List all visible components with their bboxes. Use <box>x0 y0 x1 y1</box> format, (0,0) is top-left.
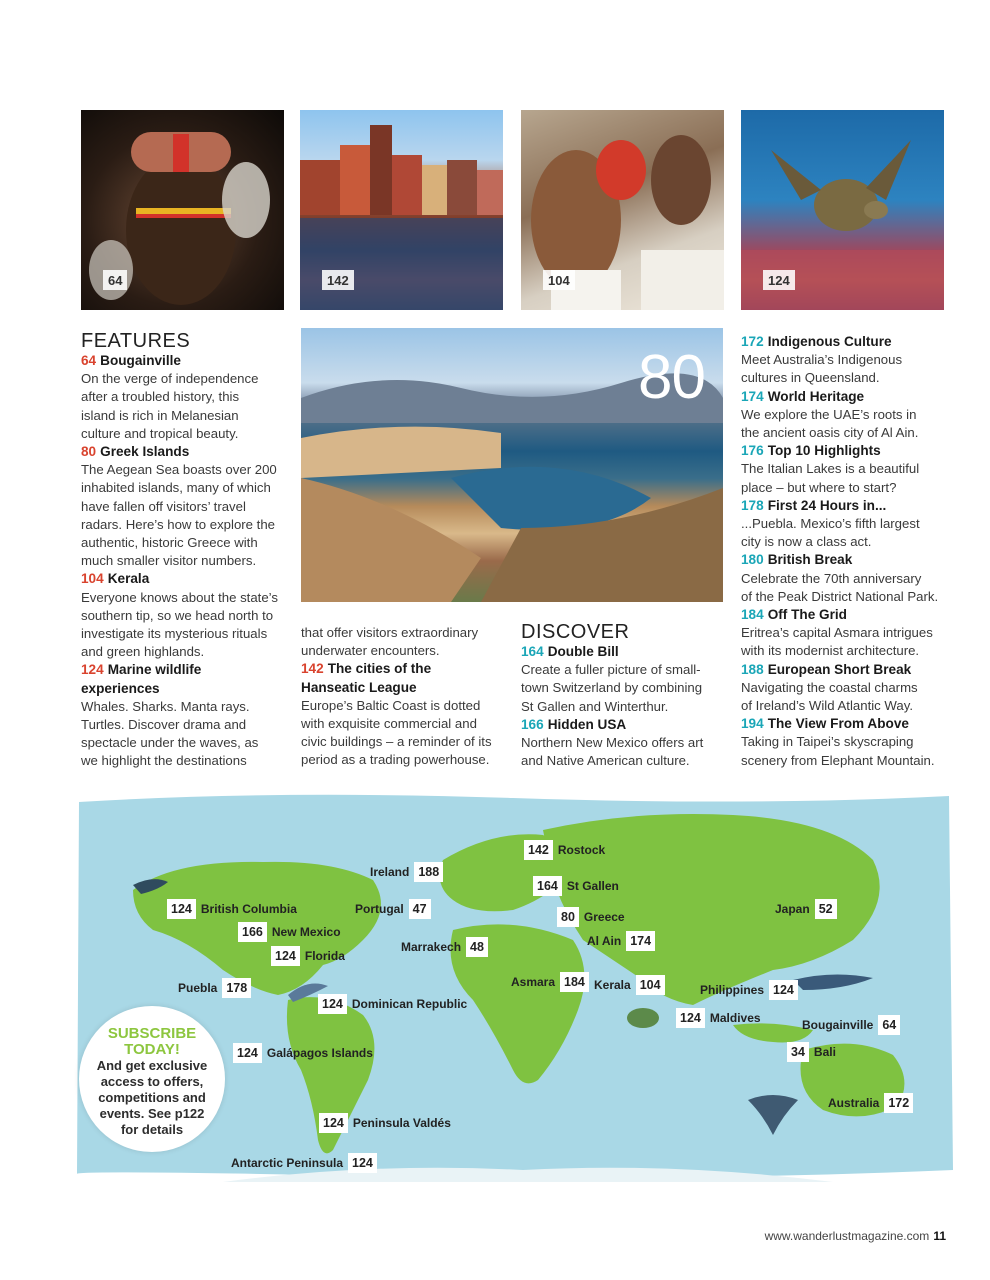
discover-text: Taking in Taipei’s skyscraping <box>741 734 914 750</box>
feature-title: Kerala <box>107 571 150 587</box>
feature-text: Whales. Sharks. Manta rays. <box>81 698 250 714</box>
subscribe-text: access to offers, <box>100 1074 204 1089</box>
discover-title: Top 10 Highlights <box>767 443 881 459</box>
feature-item-marine-wildlife[interactable] <box>81 661 291 770</box>
map-place-name: Portugal <box>355 902 404 916</box>
map-place-name: Al Ain <box>587 934 622 948</box>
feature-item-kerala[interactable] <box>81 570 291 661</box>
map-place-name: Peninsula Valdés <box>352 1116 451 1130</box>
map-page-number: 124 <box>167 899 196 919</box>
map-label-al-ain[interactable] <box>587 931 660 951</box>
features-column <box>81 331 291 771</box>
map-page-number: 124 <box>348 1153 377 1173</box>
discover-page-number: 166 <box>521 716 544 732</box>
page-badge: 142 <box>322 270 354 290</box>
feature-text: Turtles. Discover drama and <box>81 717 247 733</box>
discover-page-number: 188 <box>741 661 764 677</box>
discover-page-number: 180 <box>741 552 764 568</box>
discover-item-view-from-above[interactable] <box>741 715 956 770</box>
map-page-number: 52 <box>815 899 837 919</box>
page-badge: 124 <box>763 270 795 290</box>
discover-text: ...Puebla. Mexico’s fifth largest <box>741 516 920 532</box>
feature-page-number: 104 <box>81 571 104 587</box>
feature-text: with exquisite commercial and <box>301 716 477 732</box>
discover-text: Celebrate the 70th anniversary <box>741 570 922 586</box>
feature-item-hanseatic[interactable] <box>301 660 511 769</box>
discover-item-first-24-hours[interactable] <box>741 497 956 552</box>
discover-item-world-heritage[interactable] <box>741 388 956 443</box>
discover-title: First 24 Hours in... <box>767 497 887 513</box>
discover-title: Hidden USA <box>547 716 627 732</box>
discover-column-2 <box>741 333 956 770</box>
discover-text: and Native American culture. <box>521 753 690 769</box>
map-place-name: Asmara <box>511 975 556 989</box>
map-place-name: Dominican Republic <box>351 997 468 1011</box>
map-label-australia[interactable] <box>828 1093 918 1113</box>
map-label-kerala[interactable] <box>594 975 670 995</box>
discover-text: cultures in Queensland. <box>741 370 880 386</box>
map-page-number: 124 <box>318 994 347 1014</box>
map-page-number: 34 <box>787 1042 809 1062</box>
map-page-number: 166 <box>238 922 267 942</box>
feature-text: much smaller visitor numbers. <box>81 553 257 569</box>
feature-title: Bougainville <box>100 353 181 368</box>
map-label-st-gallen[interactable] <box>528 876 619 896</box>
map-label-marrakech[interactable] <box>401 937 493 957</box>
feature-text: investigate its mysterious rituals <box>81 626 268 642</box>
feature-title: experiences <box>81 680 160 696</box>
discover-text: the ancient oasis city of Al Ain. <box>741 425 919 441</box>
discover-text: We explore the UAE’s roots in <box>741 406 917 422</box>
map-page-number: 124 <box>233 1043 262 1063</box>
map-page-number: 188 <box>414 862 443 882</box>
feature-text: southern tip, so we head north to <box>81 607 274 623</box>
map-place-name: Australia <box>828 1096 880 1110</box>
map-place-name: Bougainville <box>802 1018 874 1032</box>
discover-text: Northern New Mexico offers art <box>521 735 704 751</box>
feature-item-greek-islands[interactable] <box>81 443 291 570</box>
thumbnail-kerala[interactable] <box>521 110 724 310</box>
page-footer <box>765 1229 946 1243</box>
subscribe-text: competitions and <box>98 1090 206 1105</box>
map-page-number: 174 <box>626 931 655 951</box>
map-page-number: 48 <box>466 937 488 957</box>
feature-text: island is rich in Melanesian <box>81 407 239 423</box>
discover-page-number: 176 <box>741 443 764 459</box>
map-label-ireland[interactable] <box>370 862 448 882</box>
feature-title: Greek Islands <box>100 444 190 460</box>
feature-title: Marine wildlife <box>107 662 202 678</box>
subscribe-text: And get exclusive <box>96 1058 208 1073</box>
map-label-japan[interactable] <box>775 899 842 919</box>
map-page-number: 164 <box>533 876 562 896</box>
map-place-name: Kerala <box>594 978 631 992</box>
map-place-name: Maldives <box>709 1011 761 1025</box>
map-label-portugal[interactable] <box>355 899 436 919</box>
discover-column <box>521 622 731 770</box>
discover-text: Eritrea’s capital Asmara intrigues <box>741 625 933 641</box>
map-place-name: Puebla <box>178 981 218 995</box>
discover-title: British Break <box>767 552 853 568</box>
feature-page-number: 124 <box>81 662 104 678</box>
feature-title: Hanseatic League <box>301 679 417 695</box>
map-place-name: Bali <box>813 1045 836 1059</box>
page-badge: 104 <box>543 270 575 290</box>
map-label-galapagos[interactable] <box>228 1043 373 1063</box>
map-page-number: 124 <box>676 1008 705 1028</box>
map-label-asmara[interactable] <box>511 972 594 992</box>
map-place-name: Ireland <box>370 865 410 879</box>
map-place-name: Galápagos Islands <box>266 1046 373 1060</box>
feature-text: inhabited islands, many of which <box>81 480 271 496</box>
discover-title: The View From Above <box>767 716 909 732</box>
map-place-name: Rostock <box>557 843 606 857</box>
discover-item-off-the-grid[interactable] <box>741 606 956 661</box>
thumbnail-hanseatic[interactable] <box>300 110 503 310</box>
map-label-philippines[interactable] <box>700 980 803 1000</box>
turtle-icon <box>627 1008 659 1028</box>
discover-text: Create a fuller picture of small- <box>521 662 701 678</box>
map-page-number: 124 <box>769 980 798 1000</box>
discover-item-european-short-break[interactable] <box>741 661 956 716</box>
footer-page-number: 11 <box>933 1229 946 1243</box>
map-place-name: Philippines <box>700 983 765 997</box>
map-place-name: Japan <box>775 902 810 916</box>
hero-image-greek-islands[interactable] <box>301 328 723 602</box>
discover-text: Navigating the coastal charms <box>741 679 918 695</box>
map-label-florida[interactable] <box>266 946 345 966</box>
discover-page-number: 184 <box>741 607 764 623</box>
feature-text: and green highlands. <box>81 644 205 660</box>
subscribe-heading: SUBSCRIBE <box>107 1025 197 1042</box>
map-label-maldives[interactable] <box>671 1008 761 1028</box>
map-label-greece[interactable] <box>552 907 625 927</box>
map-page-number: 184 <box>560 972 589 992</box>
map-label-dominican-republic[interactable] <box>313 994 467 1014</box>
features-heading: FEATURES <box>81 330 191 352</box>
feature-text: have fallen off visitors’ travel <box>81 498 246 514</box>
features-column-2 <box>301 624 511 770</box>
discover-item-double-bill[interactable] <box>521 643 731 716</box>
map-label-puebla[interactable] <box>178 978 256 998</box>
feature-title: The cities of the <box>327 661 432 677</box>
map-page-number: 124 <box>271 946 300 966</box>
feature-text: culture and tropical beauty. <box>81 425 239 441</box>
discover-page-number: 164 <box>521 644 544 659</box>
map-page-number: 47 <box>409 899 431 919</box>
discover-page-number: 178 <box>741 497 764 513</box>
feature-text: after a troubled history, this <box>81 389 240 405</box>
map-label-bali[interactable] <box>782 1042 836 1062</box>
discover-text: place – but where to start? <box>741 479 897 495</box>
feature-text: we highlight the destinations <box>81 753 247 769</box>
feature-item-bougainville[interactable] <box>81 352 291 443</box>
map-page-number: 142 <box>524 840 553 860</box>
feature-text: The Aegean Sea boasts over 200 <box>81 462 277 478</box>
discover-item-indigenous-culture[interactable] <box>741 333 956 388</box>
discover-title: Off The Grid <box>767 607 847 623</box>
map-page-number: 80 <box>557 907 579 927</box>
map-page-number: 104 <box>636 975 665 995</box>
feature-text: period as a trading powerhouse. <box>301 752 490 768</box>
discover-text: Meet Australia’s Indigenous <box>741 352 903 368</box>
thumbnail-bougainville[interactable] <box>81 110 284 310</box>
subscribe-text: for details <box>120 1122 184 1137</box>
map-page-number: 172 <box>884 1093 913 1113</box>
map-place-name: St Gallen <box>566 879 619 893</box>
hero-page-number: 80 <box>638 343 705 412</box>
discover-text: of the Peak District National Park. <box>741 588 939 604</box>
thumbnail-marine[interactable] <box>741 110 944 310</box>
discover-text: scenery from Elephant Mountain. <box>741 752 935 768</box>
map-label-british-columbia[interactable] <box>162 899 297 919</box>
feature-text: Europe’s Baltic Coast is dotted <box>301 697 481 713</box>
discover-title: Double Bill <box>547 644 619 659</box>
footer-url[interactable]: www.wanderlustmagazine.com <box>764 1229 930 1243</box>
discover-item-hidden-usa[interactable] <box>521 716 731 771</box>
discover-item-top-10[interactable] <box>741 442 956 497</box>
subscribe-text: events. See p122 <box>99 1106 205 1121</box>
map-place-name: Greece <box>583 910 625 924</box>
discover-text: St Gallen and Winterthur. <box>521 698 669 714</box>
subscribe-heading: TODAY! <box>124 1041 180 1058</box>
discover-item-british-break[interactable] <box>741 551 956 606</box>
discover-page-number: 174 <box>741 388 764 404</box>
feature-text: Everyone knows about the state’s <box>81 589 278 605</box>
page-badge: 64 <box>103 270 127 290</box>
discover-title: World Heritage <box>767 388 865 404</box>
discover-text: town Switzerland by combining <box>521 680 703 696</box>
map-page-number: 124 <box>319 1113 348 1133</box>
discover-text: The Italian Lakes is a beautiful <box>741 461 920 477</box>
discover-text: city is now a class act. <box>741 534 872 550</box>
feature-text: On the verge of independence <box>81 371 259 387</box>
map-page-number: 64 <box>878 1015 900 1035</box>
map-place-name: Florida <box>304 949 345 963</box>
map-place-name: New Mexico <box>271 925 341 939</box>
feature-page-number: 80 <box>81 444 97 460</box>
feature-text: civic buildings – a reminder of its <box>301 734 492 750</box>
map-place-name: British Columbia <box>200 902 297 916</box>
feature-text: spectacle under the waves, as <box>81 735 259 751</box>
map-label-new-mexico[interactable] <box>233 922 341 942</box>
subscribe-promo[interactable] <box>79 1006 225 1152</box>
discover-page-number: 194 <box>741 716 764 732</box>
map-label-bougainville[interactable] <box>802 1015 905 1035</box>
map-page-number: 178 <box>222 978 251 998</box>
feature-text: that offer visitors extraordinary <box>301 625 479 640</box>
discover-text: of Ireland’s Wild Atlantic Way. <box>741 698 913 714</box>
feature-text: radars. Here’s how to explore the <box>81 516 276 532</box>
discover-text: with its modernist architecture. <box>741 643 920 659</box>
map-place-name: Marrakech <box>401 940 462 954</box>
feature-page-number: 142 <box>301 661 324 677</box>
map-place-name: Antarctic Peninsula <box>231 1156 344 1170</box>
map-label-rostock[interactable] <box>519 840 605 860</box>
feature-text: underwater encounters. <box>301 643 440 659</box>
discover-title: European Short Break <box>767 661 912 677</box>
feature-text: authentic, historic Greece with <box>81 535 258 551</box>
map-label-antarctic-peninsula[interactable] <box>231 1153 382 1173</box>
map-label-peninsula-valdes[interactable] <box>314 1113 451 1133</box>
discover-page-number: 172 <box>741 334 764 349</box>
discover-heading: DISCOVER <box>521 621 630 643</box>
discover-title: Indigenous Culture <box>767 334 892 349</box>
feature-page-number: 64 <box>81 353 97 368</box>
